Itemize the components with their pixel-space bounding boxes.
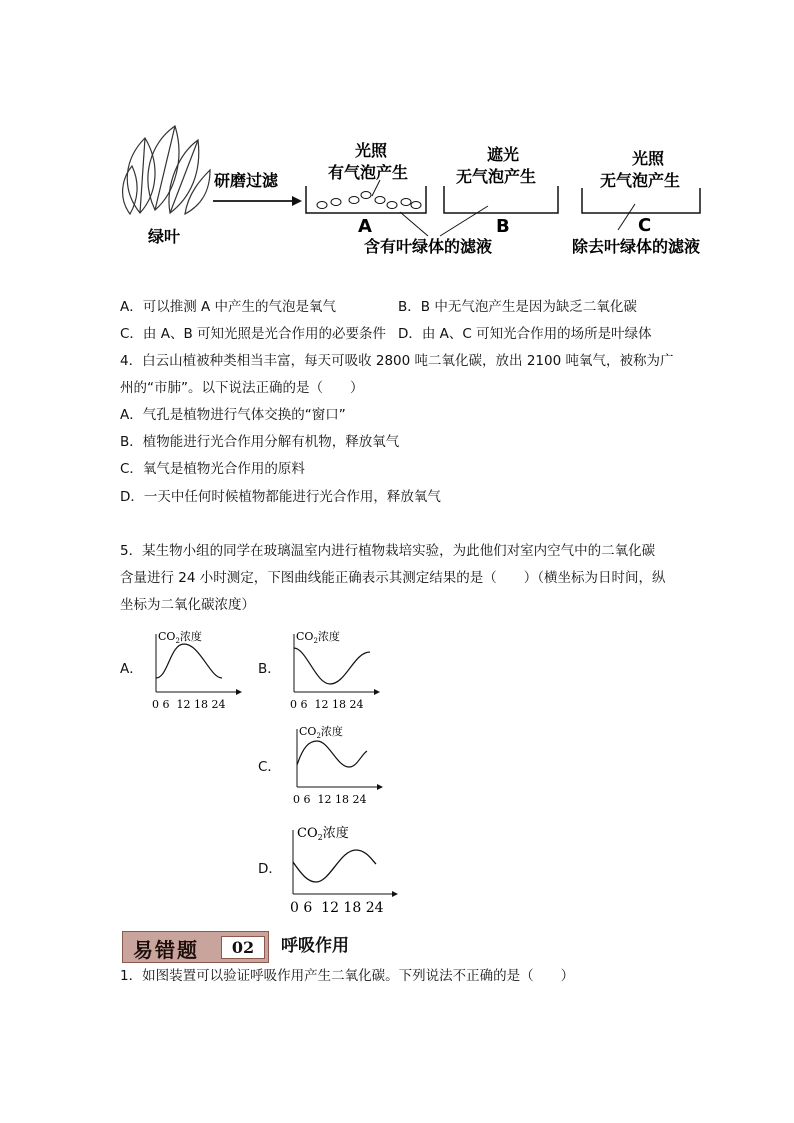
- experiment-diagram: [110, 118, 730, 268]
- graph-c-ylabel-sub: 2: [316, 732, 321, 740]
- graph-b-ylabel-sub: 2: [313, 637, 318, 645]
- q5-option-d-label: D．: [258, 861, 282, 877]
- q5-stem-line3: 坐标为二氧化碳浓度）: [120, 597, 255, 613]
- pointer-b: [440, 206, 488, 236]
- graph-c-ylabel-rest: 浓度: [320, 725, 343, 738]
- graph-b-ylabel-rest: 浓度: [317, 630, 340, 643]
- graph-c-curve: [297, 741, 367, 767]
- q5-stem-line1: 5．某生物小组的同学在玻璃温室内进行植物栽培实验，为此他们对室内空气中的二氧化碳: [120, 543, 656, 559]
- beaker-a: [306, 186, 426, 213]
- beaker-b-condition: 遮光: [487, 145, 520, 164]
- leaf-drawing: [123, 126, 210, 214]
- svg-text:CO2浓度: [158, 629, 202, 645]
- beaker-a-result: 有气泡产生: [328, 163, 409, 182]
- beaker-c-condition: 光照: [632, 149, 665, 168]
- q4-option-b: B．植物能进行光合作用分解有机物，释放氧气: [120, 434, 400, 450]
- q4-stem-line2: 州的“市肺”。以下说法正确的是（ ）: [120, 380, 364, 396]
- q4-option-d: D．一天中任何时候植物都能进行光合作用，释放氧气: [120, 489, 441, 505]
- beaker-c-result: 无气泡产生: [600, 171, 681, 190]
- pointer-a: [400, 212, 428, 236]
- graph-b-ylabel: CO: [296, 630, 314, 643]
- graph-a-ylabel: CO: [158, 630, 176, 643]
- q3-option-d: D．由 A、C 可知光合作用的场所是叶绿体: [398, 326, 652, 342]
- graph-a-ylabel-sub: 2: [175, 637, 180, 645]
- q4-stem-line1: 4．白云山植被种类相当丰富，每天可吸收 2800 吨二氧化碳，放出 2100 吨氧气，被称为广: [120, 353, 674, 369]
- q5-stem-line2: 含量进行 24 小时测定，下图曲线能正确表示其测定结果的是（ ）（横坐标为日时间，纵: [120, 570, 666, 586]
- q-resp1-stem: 1．如图装置可以验证呼吸作用产生二氧化碳。下列说法不正确的是（ ）: [120, 968, 575, 984]
- graph-d-ylabel-sub: 2: [317, 833, 323, 842]
- graph-c-arrow: [377, 784, 383, 790]
- beaker-b-letter: B: [496, 216, 510, 237]
- section-banner: [122, 931, 269, 963]
- bubble-pointer: [372, 180, 380, 196]
- graph-d-ylabel: CO: [297, 826, 318, 841]
- graph-b-xticks: 0 6 12 18 24: [290, 698, 364, 711]
- q5-option-a-label: A．: [120, 661, 143, 677]
- q4-option-a: A．气孔是植物进行气体交换的“窗口”: [120, 407, 346, 423]
- graph-b-arrow: [374, 689, 380, 695]
- graph-b-curve: [294, 648, 370, 684]
- q5-option-c-label: C．: [258, 759, 281, 775]
- graph-a-arrow: [236, 689, 242, 695]
- svg-text:CO2浓度: [297, 825, 349, 842]
- graph-d-arrow: [392, 891, 398, 897]
- section-label: 易错题: [133, 938, 199, 962]
- pointer-c: [618, 204, 635, 230]
- beaker-c: [582, 188, 700, 213]
- beaker-b: [444, 186, 558, 213]
- beaker-c-letter: C: [638, 215, 652, 236]
- q4-option-c: C．氧气是植物光合作用的原料: [120, 461, 305, 477]
- graph-a-xticks: 0 6 12 18 24: [152, 698, 226, 711]
- arrow-label: 研磨过滤: [214, 171, 279, 190]
- svg-text:CO2浓度: [296, 629, 340, 645]
- q5-graph-b: [286, 626, 386, 712]
- beaker-b-result: 无气泡产生: [456, 167, 537, 186]
- section-title: 呼吸作用: [281, 936, 349, 956]
- leaf-label: 绿叶: [148, 227, 181, 246]
- q3-option-c: C．由 A、B 可知光照是光合作用的必要条件: [120, 326, 387, 342]
- graph-c-xticks: 0 6 12 18 24: [293, 793, 367, 806]
- graph-d-curve: [293, 850, 376, 882]
- graph-d-ylabel-rest: 浓度: [322, 826, 349, 841]
- arrow-head: [292, 196, 302, 206]
- graph-a-ylabel-rest: 浓度: [179, 630, 202, 643]
- filtrate-without-label: 除去叶绿体的滤液: [572, 237, 701, 256]
- filtrate-with-label: 含有叶绿体的滤液: [364, 237, 493, 256]
- q5-graph-c: [289, 721, 389, 807]
- beaker-a-condition: 光照: [355, 141, 388, 160]
- q5-graph-d: [284, 820, 404, 916]
- q5-option-b-label: B．: [258, 661, 281, 677]
- bubbles: [317, 192, 421, 209]
- graph-d-xticks: 0 6 12 18 24: [290, 900, 384, 916]
- svg-text:CO2浓度: [299, 724, 343, 740]
- beaker-a-letter: A: [358, 216, 372, 237]
- q3-option-a: A．可以推测 A 中产生的气泡是氧气: [120, 299, 337, 315]
- graph-a-curve: [156, 644, 222, 678]
- section-number: 02: [221, 936, 265, 959]
- q5-graph-a: [148, 626, 248, 712]
- q3-option-b: B．B 中无气泡产生是因为缺乏二氧化碳: [398, 299, 637, 315]
- graph-c-ylabel: CO: [299, 725, 317, 738]
